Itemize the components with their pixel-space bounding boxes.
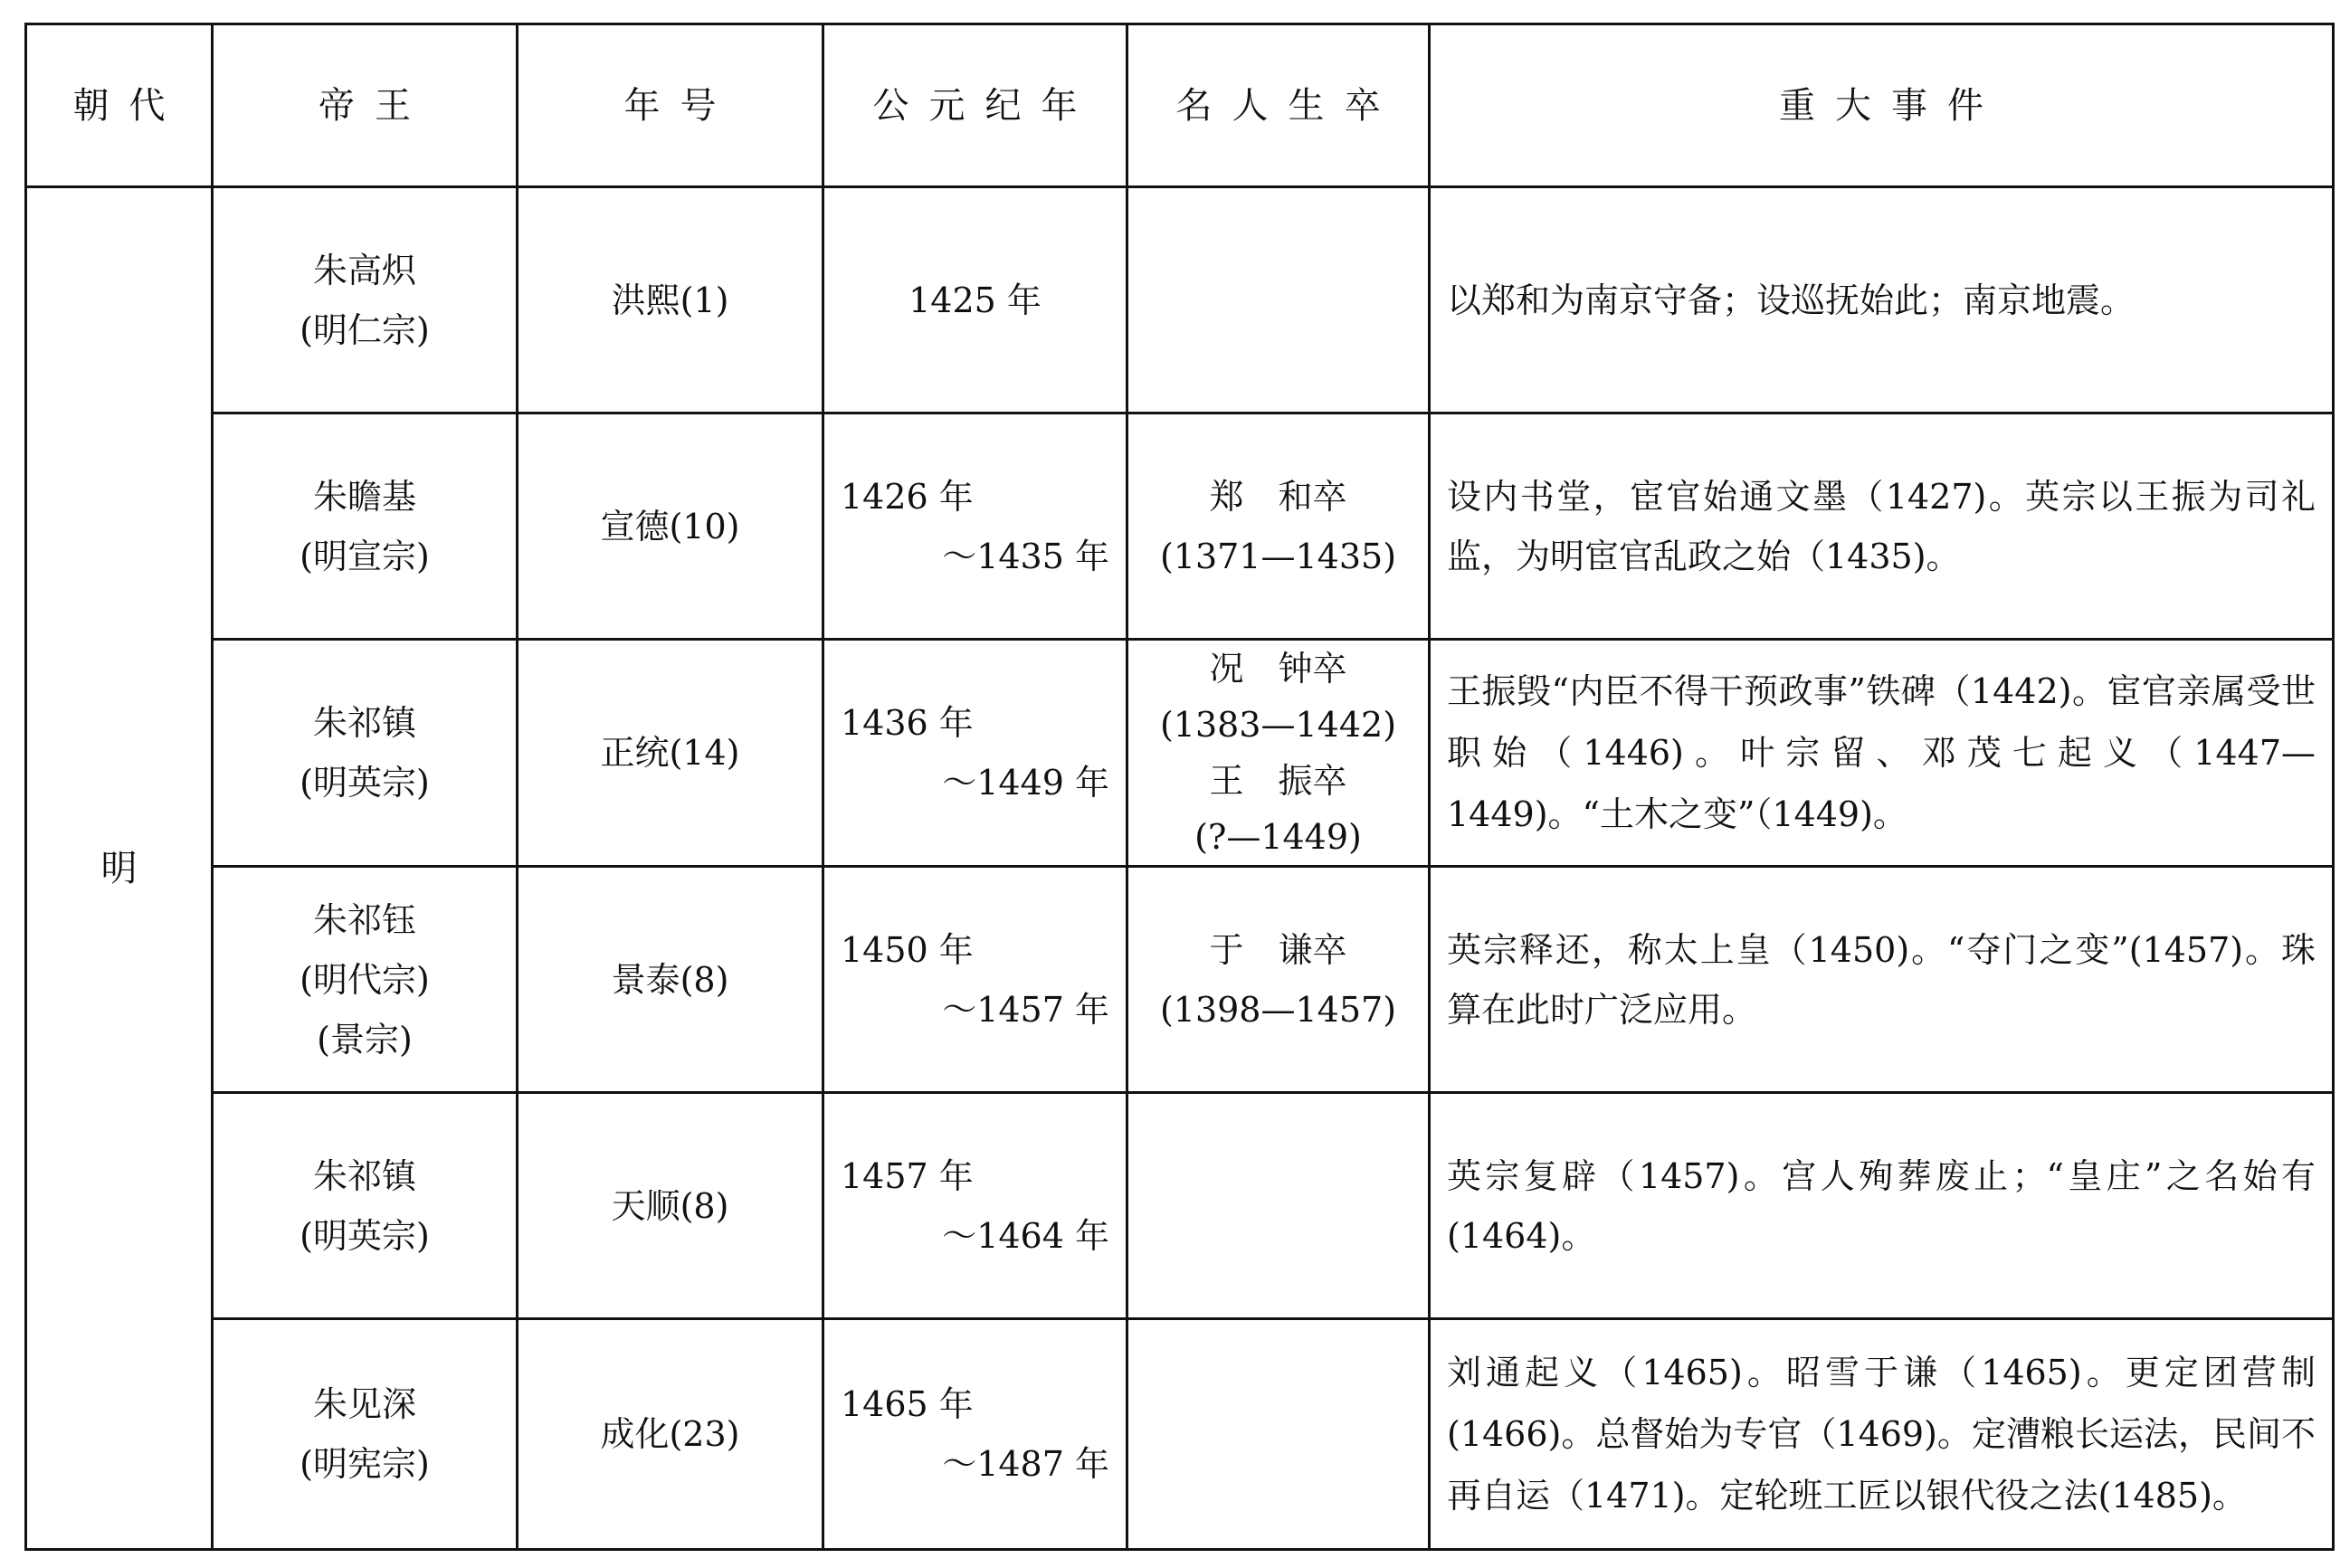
- events-cell: 英宗释还，称太上皇（1450)。“夺门之变”(1457)。珠算在此时广泛应用。: [1430, 867, 2334, 1093]
- emperor-cell: [213, 413, 518, 640]
- emperor-title: (明代宗): [300, 959, 430, 1000]
- emperor-title: (明宪宗): [300, 1444, 430, 1484]
- header-events: 重大事件: [1430, 24, 2334, 187]
- people-cell: [1127, 413, 1430, 640]
- year-start: 1426 年: [841, 476, 974, 517]
- emperor-title: (明宣宗): [300, 536, 430, 576]
- year-cell: 1425 年: [823, 187, 1127, 413]
- person-death: 郑 和卒: [1209, 476, 1347, 517]
- events-cell: 刘通起义（1465)。昭雪于谦（1465)。更定团营制(1466)。总督始为专官（1469)。定漕粮长运法，民间不再自运（1471)。定轮班工匠以银代役之法(1485)。: [1430, 1319, 2334, 1550]
- people-cell: [1127, 1093, 1430, 1319]
- dynasty-cell: 明: [26, 187, 213, 1550]
- era-cell: 成化(23): [518, 1319, 823, 1550]
- year-end: ～1457 年: [942, 989, 1109, 1030]
- person-death: 王 振卒: [1209, 761, 1347, 801]
- people-cell: [1127, 867, 1430, 1093]
- events-cell: 以郑和为南京守备；设巡抚始此；南京地震。: [1430, 187, 2334, 413]
- year-cell: [823, 413, 1127, 640]
- people-cell: [1127, 640, 1430, 867]
- emperor-title: (明英宗): [300, 1215, 430, 1256]
- emperor-name: 朱见深: [312, 1384, 416, 1424]
- person-dates: (1371—1435): [1159, 536, 1397, 576]
- year-start: 1465 年: [841, 1384, 974, 1424]
- emperor-cell: [213, 1093, 518, 1319]
- emperor-cell: [213, 187, 518, 413]
- era-cell: 正统(14): [518, 640, 823, 867]
- year-end: ～1435 年: [942, 536, 1109, 576]
- header-dynasty: 朝代: [26, 24, 213, 187]
- year-cell: [823, 867, 1127, 1093]
- year-end: ～1464 年: [942, 1215, 1109, 1256]
- year-cell: [823, 1093, 1127, 1319]
- era-cell: 景泰(8): [518, 867, 823, 1093]
- table-row: [26, 187, 2334, 413]
- ming-chronology-table: [24, 23, 2335, 1551]
- emperor-title: (明英宗): [300, 763, 430, 803]
- person-death: 于 谦卒: [1209, 929, 1347, 970]
- events-cell: 英宗复辟（1457)。宫人殉葬废止；“皇庄”之名始有(1464)。: [1430, 1093, 2334, 1319]
- events-cell: 设内书堂，宦官始通文墨（1427)。英宗以王振为司礼监，为明宦官乱政之始（1435)。: [1430, 413, 2334, 640]
- person-dates: (1398—1457): [1159, 989, 1397, 1030]
- emperor-title: (明仁宗): [300, 309, 430, 350]
- header-people: 名人生卒: [1127, 24, 1430, 187]
- emperor-name: 朱祁镇: [312, 1155, 416, 1196]
- emperor-name: 朱祁镇: [312, 703, 416, 743]
- person-death: 况 钟卒: [1209, 649, 1347, 689]
- year-end: ～1487 年: [942, 1444, 1109, 1484]
- era-cell: 宣德(10): [518, 413, 823, 640]
- era-cell: 洪熙(1): [518, 187, 823, 413]
- table-row: [26, 1319, 2334, 1550]
- emperor-cell: [213, 867, 518, 1093]
- emperor-alt-title: (景宗): [317, 1019, 413, 1060]
- era-cell: 天顺(8): [518, 1093, 823, 1319]
- year-end: ～1449 年: [942, 763, 1109, 803]
- people-cell: [1127, 1319, 1430, 1550]
- header-era: 年号: [518, 24, 823, 187]
- emperor-name: 朱瞻基: [312, 476, 416, 517]
- year-start: 1436 年: [841, 703, 974, 743]
- table-row: [26, 867, 2334, 1093]
- emperor-name: 朱高炽: [312, 250, 416, 290]
- year-start: 1457 年: [841, 1155, 974, 1196]
- year-start: 1450 年: [841, 929, 974, 970]
- table-row: [26, 413, 2334, 640]
- header-emperor: 帝王: [213, 24, 518, 187]
- events-cell: 王振毁“内臣不得干预政事”铁碑（1442)。宦官亲属受世职始（1446)。叶宗留、邓茂七起义（1447—1449)。“土木之变”（1449)。: [1430, 640, 2334, 867]
- person-dates: (1383—1442): [1159, 705, 1397, 745]
- year-cell: [823, 640, 1127, 867]
- emperor-cell: [213, 640, 518, 867]
- header-year: 公元纪年: [823, 24, 1127, 187]
- year-cell: [823, 1319, 1127, 1550]
- emperor-cell: [213, 1319, 518, 1550]
- person-dates: (?—1449): [1194, 817, 1362, 857]
- table-row: [26, 640, 2334, 867]
- header-row: [26, 24, 2334, 187]
- people-cell: [1127, 187, 1430, 413]
- table-row: [26, 1093, 2334, 1319]
- emperor-name: 朱祁钰: [312, 899, 416, 940]
